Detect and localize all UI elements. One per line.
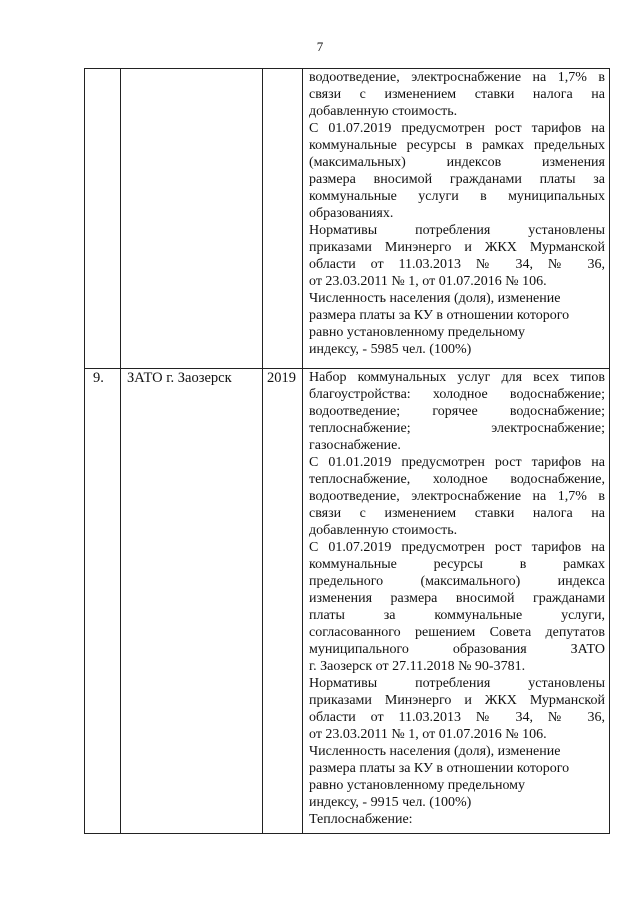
table-row (85, 69, 610, 369)
text-line: добавленную стоимость. (309, 523, 458, 538)
text-line: водоотведение; горячее водоснабжение; (309, 404, 605, 419)
text-line: изменения размера вносимой гражданами (309, 591, 605, 606)
description-cell (303, 369, 610, 834)
text-line: С 01.07.2019 предусмотрен рост тарифов на (309, 121, 605, 136)
year-cell: 2019 (263, 369, 303, 834)
row-number-cell: 9. (85, 369, 121, 834)
text-line: Набор коммунальных услуг для всех типов (309, 370, 605, 385)
text-line: области от 11.03.2013 № 34, № 36, (309, 257, 605, 272)
text-line: С 01.01.2019 предусмотрен рост тарифов на (309, 455, 605, 470)
text-line: теплоснабжение; электроснабжение; (309, 421, 605, 436)
row-number-cell (85, 69, 121, 369)
text-line: Численность населения (доля), изменение (309, 291, 561, 306)
text-line: Нормативы потребления установлены (309, 676, 605, 691)
text-line: коммунальные услуги в муниципальных (309, 189, 605, 204)
text-line: коммунальные ресурсы в рамках (309, 557, 605, 572)
page-number: 7 (316, 39, 324, 54)
year-cell (263, 69, 303, 369)
text-line: равно установленному предельному (309, 325, 526, 340)
text-line: платы за коммунальные услуги, (309, 608, 605, 623)
text-line: области от 11.03.2013 № 34, № 36, (309, 710, 605, 725)
text-line: г. Заозерск от 27.11.2018 № 90-3781. (309, 659, 526, 674)
municipality-cell: ЗАТО г. Заозерск (121, 369, 263, 834)
text-line: водоотведение, электроснабжение на 1,7% в (309, 70, 605, 85)
municipality-cell (121, 69, 263, 369)
text-line: от 23.03.2011 № 1, от 01.07.2016 № 106. (309, 727, 547, 742)
text-line: водоотведение, электроснабжение на 1,7% в (309, 489, 605, 504)
text-line: газоснабжение. (309, 438, 401, 453)
table-row (85, 369, 610, 834)
text-line: Численность населения (доля), изменение (309, 744, 561, 759)
text-line: от 23.03.2011 № 1, от 01.07.2016 № 106. (309, 274, 547, 289)
text-line: коммунальные ресурсы в рамках предельных (309, 138, 605, 153)
description-cell (303, 69, 610, 369)
text-line: (максимальных) индексов изменения (309, 155, 605, 170)
text-line: равно установленному предельному (309, 778, 526, 793)
text-line: приказами Минэнерго и ЖКХ Мурманской (309, 240, 605, 255)
tariff-table (84, 68, 610, 834)
text-line: предельного (максимального) индекса (309, 574, 605, 589)
text-line: согласованного решением Совета депутатов (309, 625, 605, 640)
text-line: добавленную стоимость. (309, 104, 458, 119)
text-line: индексу, - 9915 чел. (100%) (309, 795, 472, 810)
text-line: образованиях. (309, 206, 394, 221)
text-line: теплоснабжение, холодное водоснабжение, (309, 472, 605, 487)
text-line: связи с изменением ставки налога на (309, 506, 605, 521)
text-line: размера платы за КУ в отношении которого (309, 761, 570, 776)
text-line: связи с изменением ставки налога на (309, 87, 605, 102)
text-line: С 01.07.2019 предусмотрен рост тарифов на (309, 540, 605, 555)
text-line: муниципального образования ЗАТО (309, 642, 605, 657)
text-line: Нормативы потребления установлены (309, 223, 605, 238)
text-line: размера вносимой гражданами платы за (309, 172, 605, 187)
text-line: индексу, - 5985 чел. (100%) (309, 342, 472, 357)
text-line: приказами Минэнерго и ЖКХ Мурманской (309, 693, 605, 708)
text-line: размера платы за КУ в отношении которого (309, 308, 570, 323)
text-line: Теплоснабжение: (309, 812, 413, 827)
text-line: благоустройства: холодное водоснабжение; (309, 387, 605, 402)
